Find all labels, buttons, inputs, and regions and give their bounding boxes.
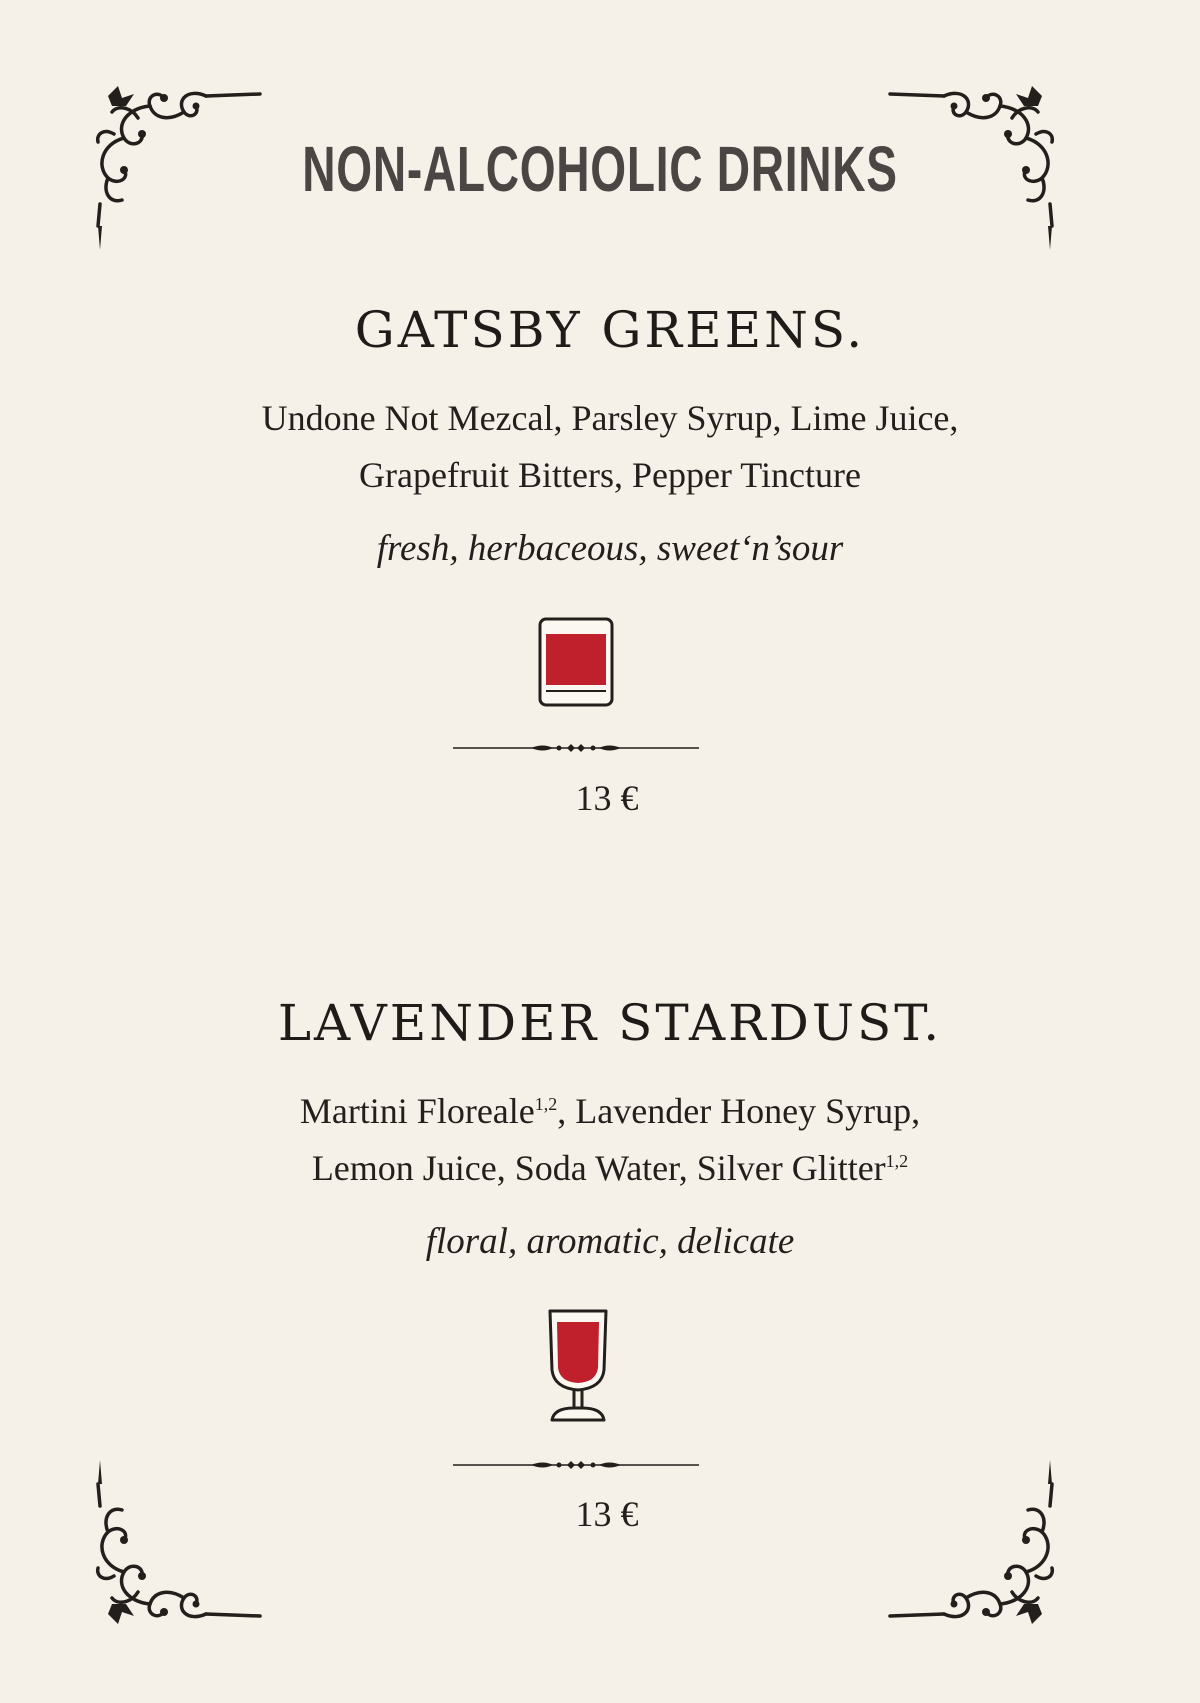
allergen-superscript: 1,2	[534, 1094, 558, 1114]
corner-ornament-bottom-right	[882, 1452, 1062, 1632]
ingredients-line: Undone Not Mezcal, Parsley Syrup, Lime Juice,	[261, 398, 959, 438]
rocks-glass-icon	[537, 616, 615, 708]
allergen-superscript: 1,2	[885, 1151, 909, 1171]
ingredients-line: Grapefruit Bitters, Pepper Tincture	[359, 455, 861, 495]
ingredient-text: , Lavender Honey Syrup,	[557, 1091, 921, 1131]
drink-price: 13 €	[575, 778, 639, 818]
page-title: NON-ALCOHOLIC DRINKS	[302, 133, 898, 205]
drink-item-lavender-stardust	[0, 993, 1200, 1265]
tasting-notes: floral, aromatic, delicate	[425, 1221, 795, 1262]
ingredient-text: Martini Floreale	[299, 1091, 535, 1131]
drink-price: 13 €	[575, 1494, 639, 1534]
ingredients-line	[20, 1083, 1200, 1140]
drink-ingredients	[20, 390, 1200, 504]
drink-name: GATSBY GREENS.	[354, 301, 866, 359]
ingredients-line	[20, 1140, 1200, 1197]
corner-ornament-bottom-left	[88, 1452, 268, 1632]
tasting-notes: fresh, herbaceous, sweet‘n’sour	[376, 528, 844, 569]
ingredient-text: Lemon Juice, Soda Water, Silver Glitter	[311, 1148, 886, 1188]
drink-item-gatsby-greens	[0, 300, 1200, 572]
goblet-glass-icon	[546, 1308, 610, 1425]
drink-name: LAVENDER STARDUST.	[277, 994, 943, 1052]
drink-ingredients	[20, 1083, 1200, 1197]
ornamental-divider	[453, 1458, 699, 1472]
ornamental-divider	[453, 741, 699, 755]
